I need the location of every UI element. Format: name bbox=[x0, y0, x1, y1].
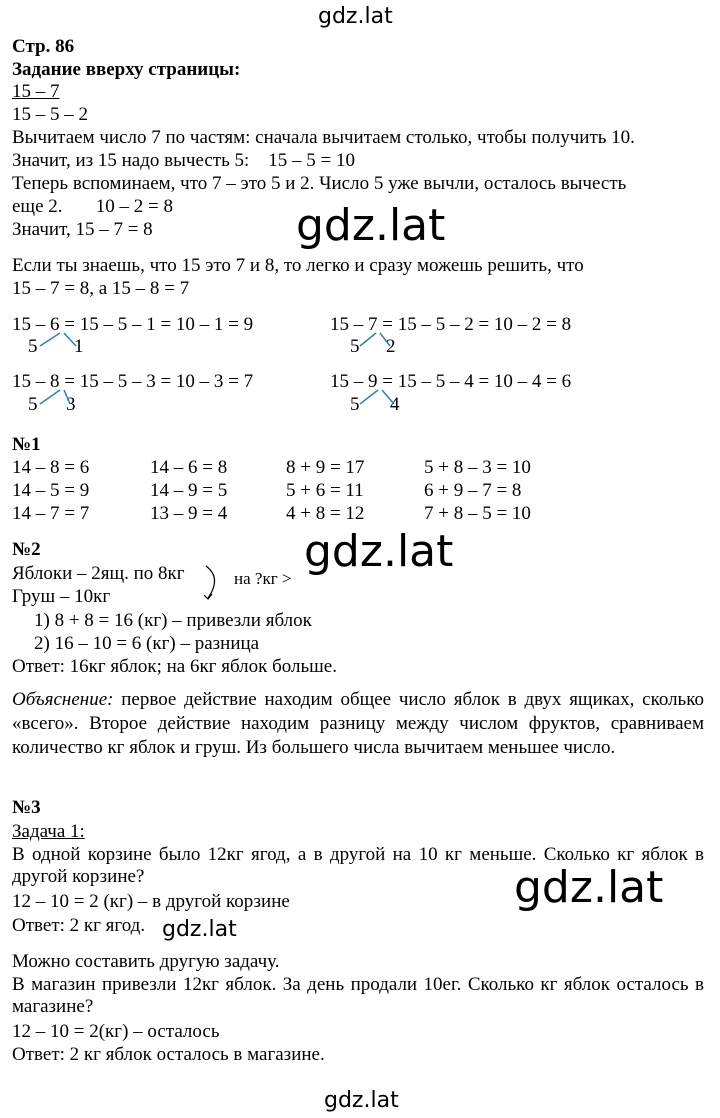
task3-subtitle: Задача 1: bbox=[12, 821, 85, 842]
watermark-big-3: gdz.lat bbox=[514, 862, 664, 913]
page-number: Стр. 86 bbox=[12, 36, 75, 57]
task3-title: №3 bbox=[12, 797, 41, 818]
task3-text-2: В магазин привезли 12кг яблок. За день продали 10ег. Сколько кг яблок осталось в магазине? bbox=[12, 974, 704, 1017]
task3-answer-1: Ответ: 2 кг ягод. bbox=[12, 915, 146, 936]
task2-apples: Яблоки – 2ящ. по 8кг bbox=[12, 563, 185, 584]
task1-cell: 14 – 8 = 6 bbox=[12, 457, 90, 478]
decomp-line bbox=[360, 333, 376, 346]
decomp-line bbox=[64, 390, 70, 404]
task2-explanation bbox=[12, 688, 704, 760]
watermark-big-2: gdz.lat bbox=[304, 526, 454, 577]
decomp-expr: 15 – 7 = 15 – 5 – 2 = 10 – 2 = 8 bbox=[330, 314, 572, 335]
task2-step-1: 1) 8 + 8 = 16 (кг) – привезли яблок bbox=[34, 610, 312, 631]
decomp-line bbox=[382, 390, 394, 404]
decomp-line bbox=[360, 390, 378, 404]
watermark-small-mid: gdz.lat bbox=[162, 917, 237, 942]
bracket-arrow-head bbox=[204, 594, 212, 599]
watermark-top: gdz.lat bbox=[318, 4, 393, 29]
decomp-part: 5 bbox=[350, 336, 360, 357]
task2-step-2: 2) 16 – 10 = 6 (кг) – разница bbox=[34, 633, 260, 654]
task1-cell: 7 + 8 – 5 = 10 bbox=[424, 503, 531, 524]
intro-expr-2: 15 – 5 – 2 bbox=[12, 104, 88, 125]
task2-pears: Груш – 10кг bbox=[12, 586, 111, 607]
decomp-part: 5 bbox=[28, 336, 38, 357]
intro-expr-1: 15 – 7 bbox=[12, 81, 60, 102]
task1-cell: 5 + 6 = 11 bbox=[286, 480, 364, 501]
task1-cell: 13 – 9 = 4 bbox=[150, 503, 228, 524]
task1-cell: 8 + 9 = 17 bbox=[286, 457, 365, 478]
task3-alt-intro: Можно составить другую задачу. bbox=[12, 951, 280, 972]
decomp-expr: 15 – 8 = 15 – 5 – 3 = 10 – 3 = 7 bbox=[12, 371, 254, 392]
intro-line-4: еще 2. 10 – 2 = 8 bbox=[12, 196, 173, 217]
task3-text-1: В одной корзине было 12кг ягод, а в другой на 10 кг меньше. Сколько кг яблок в другой корзине? bbox=[12, 844, 704, 887]
intro-line-7: 15 – 7 = 8, а 15 – 8 = 7 bbox=[12, 278, 190, 299]
decomp-part: 2 bbox=[386, 336, 396, 357]
decomp-line bbox=[380, 333, 390, 346]
task1-cell: 5 + 8 – 3 = 10 bbox=[424, 457, 531, 478]
intro-line-5: Значит, 15 – 7 = 8 bbox=[12, 219, 153, 240]
task-top-heading: Задание вверху страницы: bbox=[12, 59, 241, 80]
decomp-part: 1 bbox=[74, 336, 84, 357]
decomp-part: 5 bbox=[28, 394, 38, 415]
explanation-text: первое действие находим общее число яблок в двух ящиках, сколько «всего». Второе действие находим разницу между числом фруктов, сравниваем количество кг яблок и груш. Из большего числа вычитаем меньшее число. bbox=[12, 689, 704, 758]
task1-cell: 14 – 7 = 7 bbox=[12, 503, 90, 524]
task3-solution-2: 12 – 10 = 2(кг) – осталось bbox=[12, 1021, 220, 1042]
task2-title: №2 bbox=[12, 539, 41, 560]
intro-line-3: Теперь вспоминаем, что 7 – это 5 и 2. Число 5 уже вычли, осталось вычесть bbox=[12, 173, 627, 194]
decomp-expr: 15 – 9 = 15 – 5 – 4 = 10 – 4 = 6 bbox=[330, 371, 572, 392]
task1-cell: 14 – 9 = 5 bbox=[150, 480, 228, 501]
task1-cell: 14 – 5 = 9 bbox=[12, 480, 90, 501]
decomp-part: 3 bbox=[66, 394, 76, 415]
task1-cell: 14 – 6 = 8 bbox=[150, 457, 228, 478]
task1-cell: 6 + 9 – 7 = 8 bbox=[424, 480, 522, 501]
watermark-bottom: gdz.lat bbox=[324, 1088, 399, 1113]
task1-cell: 4 + 8 = 12 bbox=[286, 503, 365, 524]
intro-line-6: Если ты знаешь, что 15 это 7 и 8, то легко и сразу можешь решить, что bbox=[12, 255, 584, 276]
intro-line-1: Вычитаем число 7 по частям: сначала вычитаем столько, чтобы получить 10. bbox=[12, 127, 635, 148]
watermark-big-1: gdz.lat bbox=[296, 200, 446, 251]
bracket-arrow-icon bbox=[206, 566, 215, 598]
task2-question: на ?кг > bbox=[234, 569, 292, 588]
task2-answer: Ответ: 16кг яблок; на 6кг яблок больше. bbox=[12, 656, 337, 677]
intro-line-2: Значит, из 15 надо вычесть 5: 15 – 5 = 10 bbox=[12, 150, 355, 171]
decomp-part: 5 bbox=[350, 394, 360, 415]
task3-answer-2: Ответ: 2 кг яблок осталось в магазине. bbox=[12, 1044, 325, 1065]
decomp-line bbox=[40, 333, 60, 346]
task3-solution-1: 12 – 10 = 2 (кг) – в другой корзине bbox=[12, 891, 290, 912]
decomp-part: 4 bbox=[390, 394, 400, 415]
decomp-line bbox=[40, 390, 60, 404]
decomp-expr: 15 – 6 = 15 – 5 – 1 = 10 – 1 = 9 bbox=[12, 314, 254, 335]
task1-title: №1 bbox=[12, 434, 41, 455]
explanation-label: Объяснение: bbox=[12, 689, 114, 710]
decomp-line bbox=[64, 333, 76, 346]
